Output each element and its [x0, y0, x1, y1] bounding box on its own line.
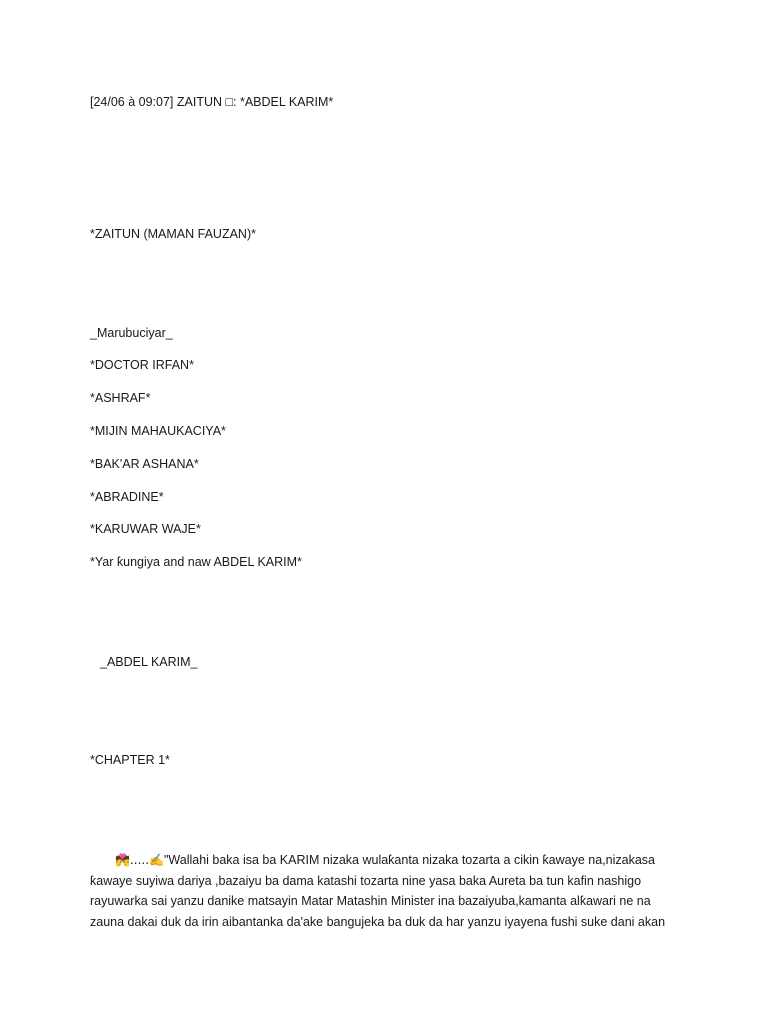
cast-item: *ABRADINE*	[90, 490, 164, 504]
paragraph-line: ƙawaye suyiwa dariya ,bazaiyu ba dama katashi tozarta nine yasa baka Aureta ba tun kafin nashigo	[90, 873, 642, 888]
story-title: _ABDEL KARIM_	[100, 655, 198, 669]
paragraph-line	[90, 850, 672, 871]
lead-symbols: 💏.....✍️	[115, 853, 164, 867]
paragraph-line: zauna dakai duk da irin aibantanka da'ake bangujeka ba duk da har yanzu iyayena fushi suke dani akan	[90, 914, 666, 929]
cast-item: *BAK'AR ASHANA*	[90, 457, 199, 471]
chapter-heading: *CHAPTER 1*	[90, 753, 170, 767]
header-line: [24/06 à 09:07] ZAITUN □: *ABDEL KARIM*	[90, 95, 334, 109]
author-line: *ZAITUN (MAMAN FAUZAN)*	[90, 227, 256, 241]
chapter-paragraph	[90, 850, 672, 932]
cast-item: *DOCTOR IRFAN*	[90, 358, 194, 372]
cast-item: *MIJIN MAHAUKACIYA*	[90, 424, 226, 438]
cast-item: *KARUWAR WAJE*	[90, 522, 201, 536]
cast-heading: _Marubuciyar_	[90, 326, 173, 340]
cast-item: *ASHRAF*	[90, 391, 151, 405]
cast-item: *Yar ƙungiya and naw ABDEL KARIM*	[90, 555, 302, 569]
paragraph-text: "Wallahi baka isa ba KARIM nizaka wulaƙanta nizaka tozarta a cikin ƙawaye na,nizakasa	[163, 853, 655, 867]
paragraph-line: rayuwarka sai yanzu danike matsayin Matar Matashin Minister ina bazaiyuba,kamanta alƙawari ne na	[90, 894, 651, 908]
